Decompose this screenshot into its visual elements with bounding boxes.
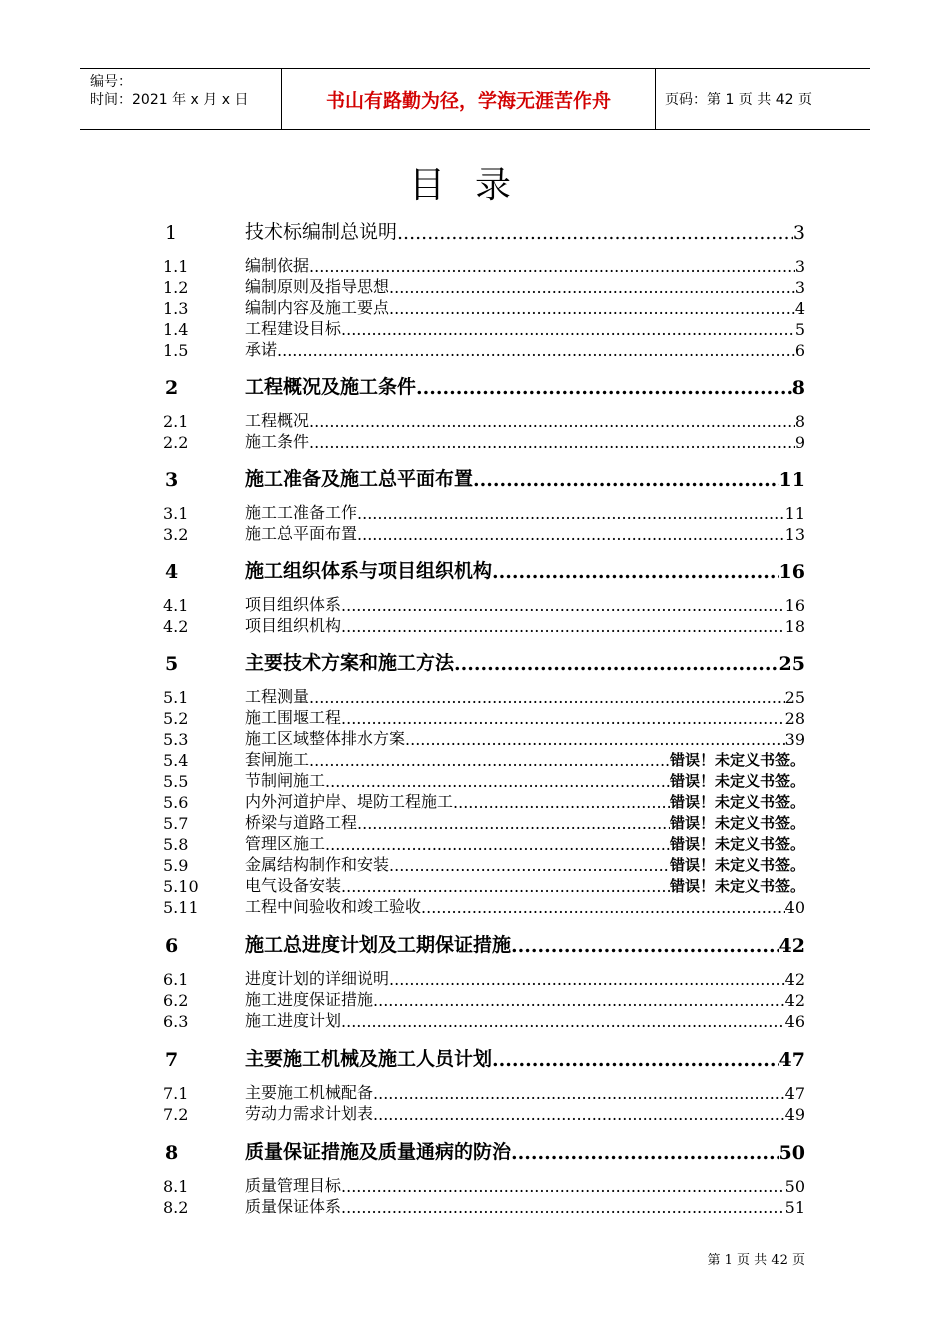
toc-entry-8-1[interactable]: 8.1 质量管理目标 ..... 50 bbox=[163, 1175, 805, 1196]
toc-entry-5-4[interactable]: 5.4 套闸施工 ..... 错误！未定义书签。 bbox=[163, 749, 805, 770]
toc-entry-4[interactable]: 4 施工组织体系与项目组织机构 ..... 16 bbox=[163, 557, 805, 583]
toc-entry-4-2[interactable]: 4.2 项目组织机构 ..... 18 bbox=[163, 615, 805, 636]
toc-entry-5-5[interactable]: 5.5 节制闸施工 ..... 错误！未定义书签。 bbox=[163, 770, 805, 791]
toc-entry-8[interactable]: 8 质量保证措施及质量通病的防治 ..... 50 bbox=[163, 1138, 805, 1164]
page-footer: 第 1 页 共 42 页 bbox=[707, 1253, 805, 1268]
toc-entry-1-5[interactable]: 1.5 承诺 ..... 6 bbox=[163, 339, 805, 360]
toc-entry-5-11[interactable]: 5.11 工程中间验收和竣工验收 ..... 40 bbox=[163, 896, 805, 917]
toc-entry-2[interactable]: 2 工程概况及施工条件 ..... 8 bbox=[163, 373, 805, 399]
doc-time-label: 时间：2021 年 x 月 x 日 bbox=[90, 92, 249, 108]
toc-entry-5-8[interactable]: 5.8 管理区施工 ..... 错误！未定义书签。 bbox=[163, 833, 805, 854]
toc-entry-5-10[interactable]: 5.10 电气设备安装 ..... 错误！未定义书签。 bbox=[163, 875, 805, 896]
toc-entry-3-2[interactable]: 3.2 施工总平面布置 ..... 13 bbox=[163, 523, 805, 544]
toc-entry-5-1[interactable]: 5.1 工程测量 ..... 25 bbox=[163, 686, 805, 707]
toc-entry-3[interactable]: 3 施工准备及施工总平面布置 ..... 11 bbox=[163, 465, 805, 491]
toc-entry-7-1[interactable]: 7.1 主要施工机械配备 ..... 47 bbox=[163, 1082, 805, 1103]
header-page-info: 页码：第 1 页 共 42 页 bbox=[665, 92, 812, 108]
toc-entry-5-2[interactable]: 5.2 施工围堰工程 ..... 28 bbox=[163, 707, 805, 728]
doc-number-label: 编号： bbox=[90, 74, 132, 90]
toc-entry-7-2[interactable]: 7.2 劳动力需求计划表 ..... 49 bbox=[163, 1103, 805, 1124]
toc-entry-6[interactable]: 6 施工总进度计划及工期保证措施 ..... 42 bbox=[163, 931, 805, 957]
toc-entry-8-2[interactable]: 8.2 质量保证体系 ..... 51 bbox=[163, 1196, 805, 1217]
toc-entry-5-9[interactable]: 5.9 金属结构制作和安装 ..... 错误！未定义书签。 bbox=[163, 854, 805, 875]
toc-entry-3-1[interactable]: 3.1 施工工准备工作 ..... 11 bbox=[163, 502, 805, 523]
toc-entry-1-1[interactable]: 1.1 编制依据 ..... 3 bbox=[163, 255, 805, 276]
header-meta bbox=[80, 69, 282, 129]
toc-entry-6-2[interactable]: 6.2 施工进度保证措施 ..... 42 bbox=[163, 989, 805, 1010]
toc-entry-1-4[interactable]: 1.4 工程建设目标 ..... 5 bbox=[163, 318, 805, 339]
toc-entry-5-6[interactable]: 5.6 内外河道护岸、堤防工程施工 ..... 错误！未定义书签。 bbox=[163, 791, 805, 812]
toc-entry-2-1[interactable]: 2.1 工程概况 ..... 8 bbox=[163, 410, 805, 431]
toc-entry-7[interactable]: 7 主要施工机械及施工人员计划 ..... 47 bbox=[163, 1045, 805, 1071]
toc-entry-5-3[interactable]: 5.3 施工区域整体排水方案 ..... 39 bbox=[163, 728, 805, 749]
header-motto: 书山有路勤为径，学海无涯苦作舟 bbox=[282, 69, 656, 129]
page-header bbox=[80, 68, 870, 130]
toc-entry-5[interactable]: 5 主要技术方案和施工方法 ..... 25 bbox=[163, 649, 805, 675]
toc-entry-2-2[interactable]: 2.2 施工条件 ..... 9 bbox=[163, 431, 805, 452]
toc-entry-5-7[interactable]: 5.7 桥梁与道路工程 ..... 错误！未定义书签。 bbox=[163, 812, 805, 833]
toc-entry-1-3[interactable]: 1.3 编制内容及施工要点 ..... 4 bbox=[163, 297, 805, 318]
toc-entry-6-1[interactable]: 6.1 进度计划的详细说明 ..... 42 bbox=[163, 968, 805, 989]
toc-entry-1-2[interactable]: 1.2 编制原则及指导思想 ..... 3 bbox=[163, 276, 805, 297]
page-title: 目录 bbox=[408, 165, 541, 206]
toc-entry-4-1[interactable]: 4.1 项目组织体系 ..... 16 bbox=[163, 594, 805, 615]
toc-entry-1[interactable]: 1 技术标编制总说明 ..... 3 bbox=[163, 218, 805, 244]
toc-entry-6-3[interactable]: 6.3 施工进度计划 ..... 46 bbox=[163, 1010, 805, 1031]
